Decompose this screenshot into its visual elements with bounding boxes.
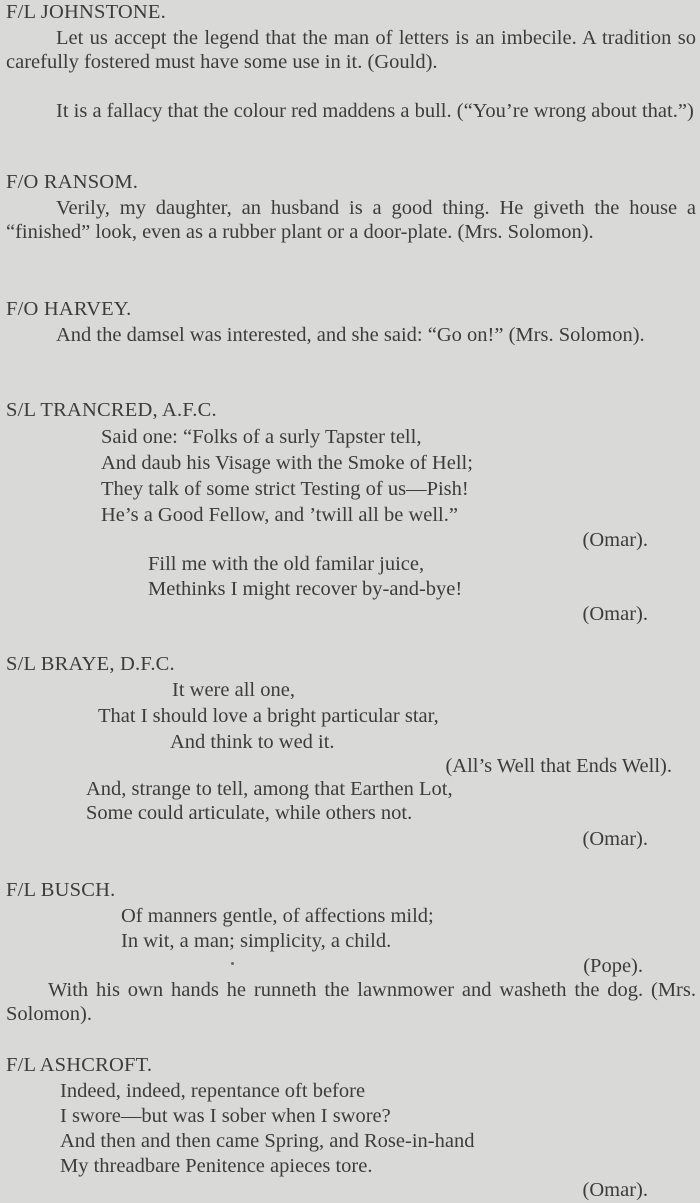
verse-line: And then and then came Spring, and Rose-in-hand bbox=[60, 1130, 475, 1152]
section-heading-harvey: F/O HARVEY. bbox=[6, 298, 132, 320]
section-heading-ransom: F/O RANSOM. bbox=[6, 171, 139, 193]
section-heading-braye: S/L BRAYE, D.F.C. bbox=[6, 653, 175, 675]
verse-line: That I should love a bright particular star, bbox=[98, 705, 439, 727]
attribution: (Omar). bbox=[582, 828, 648, 850]
verse-line: Methinks I might recover by-and-bye! bbox=[148, 578, 463, 600]
verse-line: He’s a Good Fellow, and ’twill all be well.” bbox=[101, 504, 458, 526]
verse-line: In wit, a man; simplicity, a child. bbox=[121, 930, 392, 952]
attribution: (Pope). bbox=[583, 955, 643, 977]
verse-line: Fill me with the old familar juice, bbox=[148, 553, 425, 575]
verse-line: Some could articulate, while others not. bbox=[86, 802, 413, 824]
attribution: (All’s Well that Ends Well). bbox=[445, 755, 672, 777]
verse-line: I swore—but was I sober when I swore? bbox=[60, 1105, 391, 1127]
verse-line: They talk of some strict Testing of us—Pish! bbox=[101, 478, 469, 500]
verse-line: It were all one, bbox=[172, 679, 295, 701]
attribution: (Omar). bbox=[582, 603, 648, 625]
section-heading-ashcroft: F/L ASHCROFT. bbox=[6, 1054, 153, 1076]
verse-line: And daub his Visage with the Smoke of Hell; bbox=[101, 452, 473, 474]
verse-line: Indeed, indeed, repentance oft before bbox=[60, 1080, 366, 1102]
verse-line: My threadbare Penitence apieces tore. bbox=[60, 1155, 373, 1177]
section-heading-johnstone: F/L JOHNSTONE. bbox=[6, 1, 166, 23]
paragraph-johnstone-1: Let us accept the legend that the man of letters is an imbecile. A tradition so carefully fostered must have some use in it. (Gould). bbox=[6, 27, 696, 74]
section-heading-busch: F/L BUSCH. bbox=[6, 879, 116, 901]
paragraph-busch-1: With his own hands he runneth the lawnmower and washeth the dog. (Mrs. Solomon). bbox=[6, 979, 696, 1026]
attribution: (Omar). bbox=[582, 529, 648, 551]
paragraph-ransom-1: Verily, my daughter, an husband is a good thing. He giveth the house a “finished” look, even as a rubber plant or a door-plate. (Mrs. Solomon). bbox=[6, 197, 696, 244]
paragraph-johnstone-2: It is a fallacy that the colour red maddens a bull. (“You’re wrong about that.”) bbox=[56, 100, 694, 122]
verse-line: And, strange to tell, among that Earthen Lot, bbox=[86, 778, 453, 800]
attribution: (Omar). bbox=[582, 1179, 648, 1201]
verse-line: Of manners gentle, of affections mild; bbox=[121, 905, 434, 927]
verse-line: And think to wed it. bbox=[170, 731, 335, 753]
paragraph-harvey-1: And the damsel was interested, and she said: “Go on!” (Mrs. Solomon). bbox=[56, 324, 645, 346]
verse-line: Said one: “Folks of a surly Tapster tell, bbox=[101, 426, 422, 448]
ink-speck bbox=[231, 962, 234, 965]
section-heading-trancred: S/L TRANCRED, A.F.C. bbox=[6, 399, 217, 421]
